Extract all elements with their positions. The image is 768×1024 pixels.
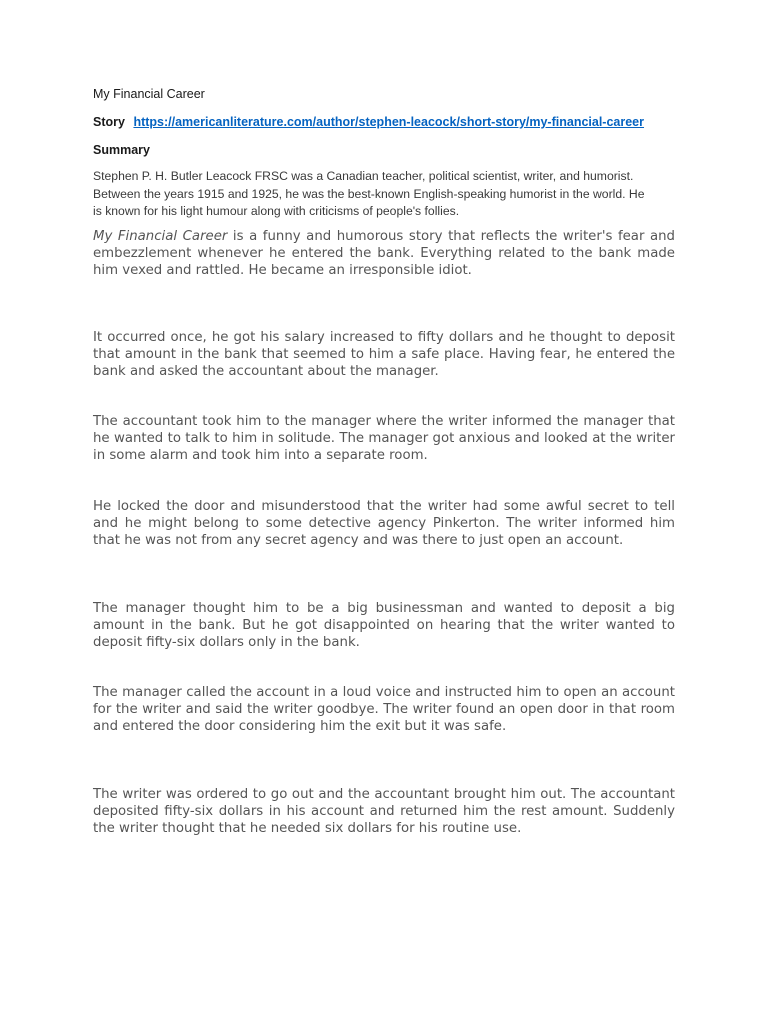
summary-paragraph-7: The writer was ordered to go out and the accountant brought him out. The accountant deposited fifty-six dollars in his account and returned him the rest amount. Suddenly the writer thought that he needed six dollars for his routine use.: [93, 787, 675, 836]
summary-paragraph-4: He locked the door and misunderstood that the writer had some awful secret to tell and he might belong to some detective agency Pinkerton. The writer informed him that he was not from any secret agency and was there to just open an account.: [93, 499, 675, 548]
story-source-line: [93, 115, 644, 129]
summary-paragraph-6: The manager called the account in a loud voice and instructed him to open an account for the writer and said the writer goodbye. The writer found an open door in that room and entered the door considering him the exit but it was safe.: [93, 685, 675, 734]
story-title-inline: My Financial Career: [93, 229, 228, 244]
summary-heading: Summary: [93, 143, 150, 157]
summary-paragraph-3: The accountant took him to the manager where the writer informed the manager that he wanted to talk to him in solitude. The manager got anxious and looked at the writer in some alarm and took him into a separate room.: [93, 414, 675, 463]
paragraph-text: is a funny and humorous story that reflects the writer's fear and embezzlement whenever he entered the bank. Everything related to the bank made him vexed and rattled. He became an irresponsible idiot.: [93, 229, 675, 278]
story-link[interactable]: https://americanliterature.com/author/stephen-leacock/short-story/my-financial-career: [133, 115, 645, 129]
summary-paragraph-2: It occurred once, he got his salary increased to fifty dollars and he thought to deposit that amount in the bank that seemed to him a safe place. Having fear, he entered the bank and asked the accountant about the manager.: [93, 330, 675, 379]
summary-paragraph-1: [93, 228, 675, 279]
document-title: My Financial Career: [93, 87, 205, 101]
story-label: Story: [93, 115, 125, 129]
author-bio: Stephen P. H. Butler Leacock FRSC was a Canadian teacher, political scientist, writer, and humorist. Between the years 1915 and 1925, he was the best-known English-speaking humorist in the world. He is known for his light humour along with criticisms of people's follies.: [93, 169, 645, 218]
summary-paragraph-5: The manager thought him to be a big businessman and wanted to deposit a big amount in the bank. But he got disappointed on hearing that the writer wanted to deposit fifty-six dollars only in the bank.: [93, 601, 675, 650]
